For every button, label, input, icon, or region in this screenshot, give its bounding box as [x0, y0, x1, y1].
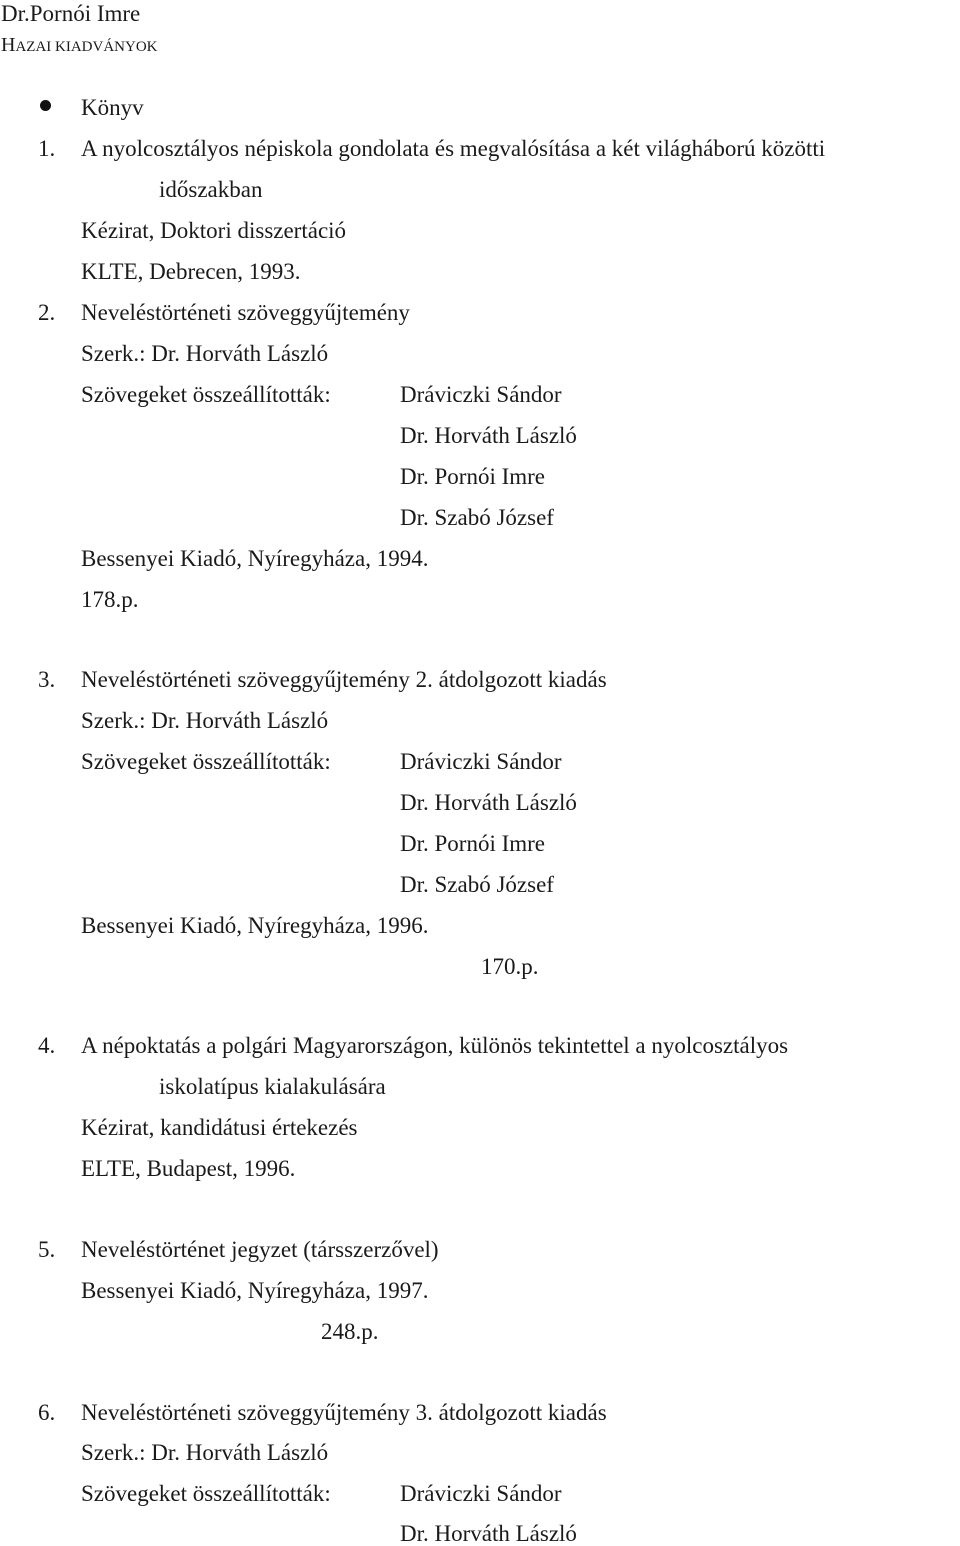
item-note: Kézirat, kandidátusi értekezés: [81, 1115, 358, 1140]
compiled-label: Szövegeket összeállították:: [81, 1481, 331, 1506]
item-editor: Szerk.: Dr. Horváth László: [81, 341, 329, 366]
page-subtitle: [1, 35, 158, 55]
compiled-label: Szövegeket összeállították:: [81, 749, 331, 774]
item-publisher: Bessenyei Kiadó, Nyíregyháza, 1997.: [81, 1278, 429, 1303]
item-number: 2.: [38, 300, 56, 325]
subtitle-initial: H: [1, 34, 16, 56]
compiler-name: Dr. Horváth László: [400, 1521, 577, 1546]
compiler-name: Dráviczki Sándor: [400, 382, 562, 407]
author-name: Dr.Pornói Imre: [1, 1, 141, 26]
item-title: Neveléstörténeti szöveggyűjtemény: [81, 300, 410, 325]
compiler-name: Dráviczki Sándor: [400, 749, 562, 774]
bullet-icon: [40, 100, 51, 111]
item-title: A népoktatás a polgári Magyarországon, különös tekintettel a nyolcosztályos: [81, 1033, 789, 1058]
compiler-name: Dr. Szabó József: [400, 872, 554, 897]
compiler-name: Dr. Horváth László: [400, 423, 577, 448]
item-title: A nyolcosztályos népiskola gondolata és megvalósítása a két világháború közötti: [81, 136, 826, 161]
item-pages: 170.p.: [481, 954, 539, 979]
compiler-name: Dr. Szabó József: [400, 505, 554, 530]
item-title: Neveléstörténet jegyzet (társszerzővel): [81, 1237, 439, 1262]
item-number: 5.: [38, 1237, 56, 1262]
item-pages: 178.p.: [81, 587, 139, 612]
item-publisher: Bessenyei Kiadó, Nyíregyháza, 1996.: [81, 913, 429, 938]
compiler-name: Dr. Pornói Imre: [400, 464, 546, 489]
compiler-name: Dr. Horváth László: [400, 790, 577, 815]
item-institution: ELTE, Budapest, 1996.: [81, 1156, 296, 1181]
item-institution: KLTE, Debrecen, 1993.: [81, 259, 301, 284]
item-editor: Szerk.: Dr. Horváth László: [81, 1440, 329, 1465]
compiled-label: Szövegeket összeállították:: [81, 382, 331, 407]
item-title: Neveléstörténeti szöveggyűjtemény 2. átdolgozott kiadás: [81, 667, 607, 692]
item-number: 3.: [38, 667, 56, 692]
item-title-continued: időszakban: [159, 177, 263, 202]
item-note: Kézirat, Doktori disszertáció: [81, 218, 347, 243]
subtitle-rest: AZAI KIADVÁNYOK: [15, 39, 158, 55]
section-label: Könyv: [81, 95, 144, 120]
item-number: 4.: [38, 1033, 56, 1058]
item-pages: 248.p.: [321, 1319, 379, 1344]
item-title-continued: iskolatípus kialakulására: [159, 1074, 386, 1099]
item-title: Neveléstörténeti szöveggyűjtemény 3. átdolgozott kiadás: [81, 1400, 607, 1425]
item-editor: Szerk.: Dr. Horváth László: [81, 708, 329, 733]
compiler-name: Dráviczki Sándor: [400, 1481, 562, 1506]
item-number: 1.: [38, 136, 56, 161]
item-publisher: Bessenyei Kiadó, Nyíregyháza, 1994.: [81, 546, 429, 571]
item-number: 6.: [38, 1400, 56, 1425]
compiler-name: Dr. Pornói Imre: [400, 831, 546, 856]
